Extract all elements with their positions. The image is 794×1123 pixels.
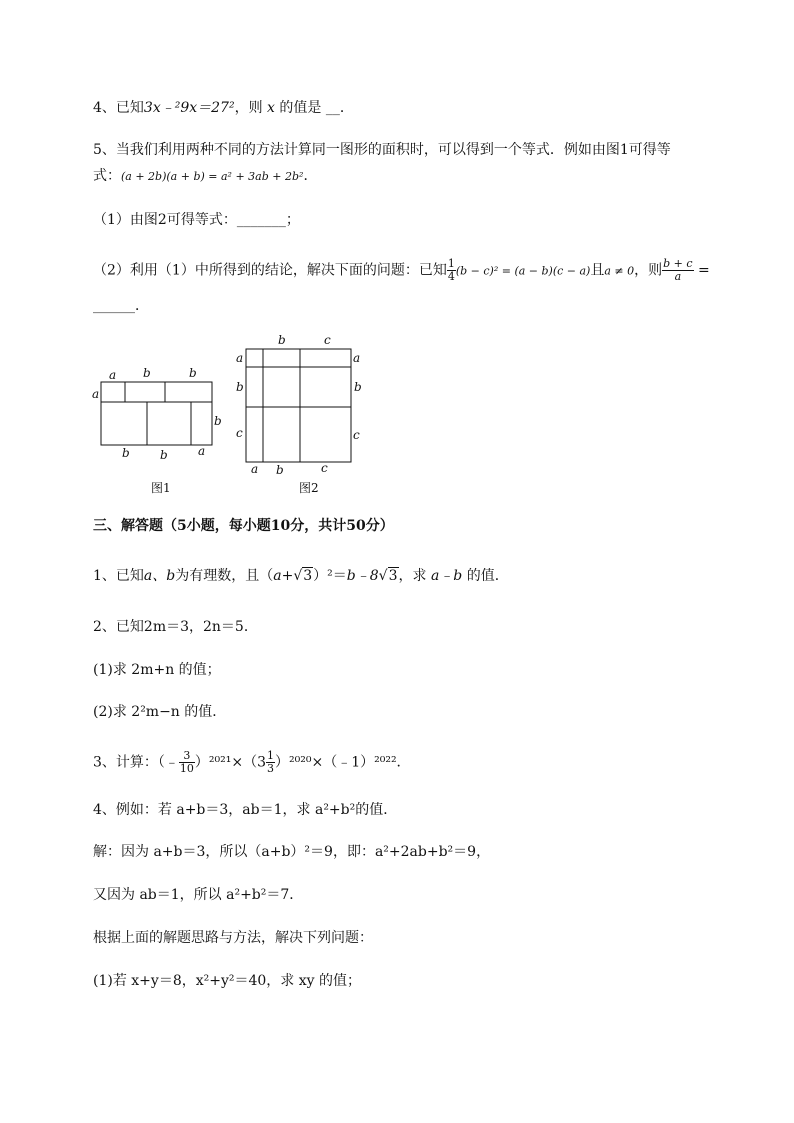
problem-4-l2: 解：因为 a+b＝3，所以（a+b）²＝9，即：a²+2ab+b²＝9，	[93, 844, 491, 860]
fig1-label-bottom-a: a	[198, 444, 206, 458]
fig1-label-right-b: b	[214, 414, 222, 428]
fig1-label-top-b2: b	[189, 366, 197, 380]
frac-den: 4	[447, 270, 455, 283]
q5-sub2-condition: a ≠ 0	[604, 264, 635, 278]
fig2-label-top-b: b	[278, 333, 286, 347]
p3-f1-num: 3	[179, 750, 195, 763]
figure-2	[246, 349, 351, 462]
question-5-sub2-blank: ______．	[93, 298, 149, 314]
fig2-label-left-c: c	[236, 426, 243, 440]
q4-tail: ，则	[234, 100, 263, 116]
p1-end: 的值．	[466, 568, 509, 584]
fig2-outer-rect	[246, 349, 351, 462]
p1-lhs: a+	[273, 568, 294, 584]
fig1-label-top-a: a	[109, 368, 117, 382]
q5-sub1-prefix: （1）由图2可得等式：	[93, 212, 237, 228]
p3-f2-den: 3	[267, 762, 275, 775]
fig2-label-right-a: a	[353, 351, 361, 365]
fig2-label-top-c: c	[324, 333, 331, 347]
fig1-caption: 图1	[151, 481, 171, 495]
fig2-label-left-b: b	[236, 380, 244, 394]
p1-mid: 为有理数，且（	[175, 568, 274, 584]
q5-fraction-bc-over-a	[662, 258, 693, 283]
q4-blank: __．	[325, 100, 354, 116]
fig2-label-bottom-a: a	[251, 462, 259, 476]
figure-1	[101, 382, 212, 445]
p1-ask: a﹣b	[430, 568, 463, 584]
problem-2-sub1: (1)求 2m+n 的值；	[93, 662, 221, 678]
problem-2: 2、已知2m＝3，2n＝5．	[93, 619, 258, 635]
figures-area	[85, 330, 385, 500]
fig2-caption: 图2	[299, 481, 319, 495]
q4-tail2: 的值是	[279, 100, 322, 116]
fig2-label-right-b: b	[354, 380, 362, 394]
p3-fraction-3-10	[179, 750, 195, 775]
fig1-outer-rect	[101, 382, 212, 445]
p1-mid3: ，求	[398, 568, 427, 584]
p3-end: ）²⁰²⁰×（﹣1）²⁰²²．	[275, 754, 411, 771]
p3-f1-den: 10	[179, 762, 194, 775]
fig2-label-left-a: a	[236, 351, 244, 365]
fig1-label-left-a: a	[92, 387, 100, 401]
section-3-title: 三、解答题（5小题，每小题10分，共计50分）	[93, 518, 394, 534]
q5-equation: (a + 2b)(a + b) = a² + 3ab + 2b²	[121, 170, 304, 183]
question-5-line1: 5、当我们利用两种不同的方法计算同一图形的面积时，可以得到一个等式．例如由图1可得等	[93, 142, 671, 158]
fig2-label-right-c: c	[353, 428, 360, 442]
q5-sub2-prefix: （2）利用（1）中所得到的结论，解决下面的问题：已知	[93, 262, 447, 279]
figures-svg	[85, 330, 385, 500]
problem-3	[93, 750, 411, 775]
p3-f2-num: 1	[267, 749, 275, 762]
q5-line2-end: ．	[303, 168, 318, 184]
problem-4-l1: 4、例如：若 a+b＝3，ab＝1，求 a²+b²的值．	[93, 802, 398, 818]
problem-4-l5: (1)若 x+y＝8，x²+y²＝40，求 xy 的值；	[93, 973, 362, 989]
fig2-label-bottom-b: b	[276, 463, 284, 477]
p1-sqrt2: 3	[388, 568, 398, 584]
question-5-line2	[93, 166, 317, 187]
p3-mid: ）²⁰²¹×（3	[194, 754, 267, 771]
fig2-label-bottom-c: c	[321, 461, 328, 475]
q5-sub2-then: ，则	[634, 262, 663, 279]
fig1-label-top-b1: b	[143, 366, 151, 380]
p1-mid2: ）²＝	[313, 568, 347, 584]
q4-prefix: 4、已知	[93, 100, 144, 116]
p1-sqrt1: 3	[303, 568, 313, 584]
q4-variable: x	[267, 100, 275, 116]
problem-4-l4: 根据上面的解题思路与方法，解决下列问题：	[93, 930, 373, 946]
q5-sub2-equation: (b − c)² = (a − b)(c − a)	[455, 264, 591, 278]
p3-prefix: 3、计算：（﹣	[93, 754, 179, 771]
p1-vars: a、b	[143, 568, 176, 584]
question-5-sub1	[93, 210, 300, 230]
frac-num: 1	[447, 257, 455, 270]
q5-sub2-equals: =	[698, 262, 710, 279]
problem-2-sub2: (2)求 2²m−n 的值．	[93, 704, 227, 720]
p3-fraction-1-3	[266, 750, 275, 775]
q5-sub1-blank: _______	[236, 212, 286, 228]
q5-line2-prefix: 式：	[93, 168, 121, 184]
q4-expression: 3x﹣²9x＝27²	[143, 100, 235, 116]
fig1-label-bottom-b2: b	[160, 448, 168, 462]
problem-4-l3: 又因为 ab＝1，所以 a²+b²＝7．	[93, 887, 304, 903]
q5-sub2-and: 且	[590, 262, 605, 279]
q5-fraction-quarter	[447, 258, 456, 283]
p1-rhs: b﹣8	[346, 568, 379, 584]
problem-1: 1、已知a、b为有理数，且（a+√3）²＝b﹣8√3，求 a﹣b 的值．	[93, 568, 509, 584]
question-5-sub2	[93, 258, 710, 283]
p1-prefix: 1、已知	[93, 568, 144, 584]
fig1-label-bottom-b1: b	[122, 446, 130, 460]
question-4	[93, 98, 354, 118]
frac2-den: a	[674, 270, 682, 283]
q5-sub1-end: ；	[285, 212, 300, 228]
frac2-num: b + c	[663, 257, 693, 270]
